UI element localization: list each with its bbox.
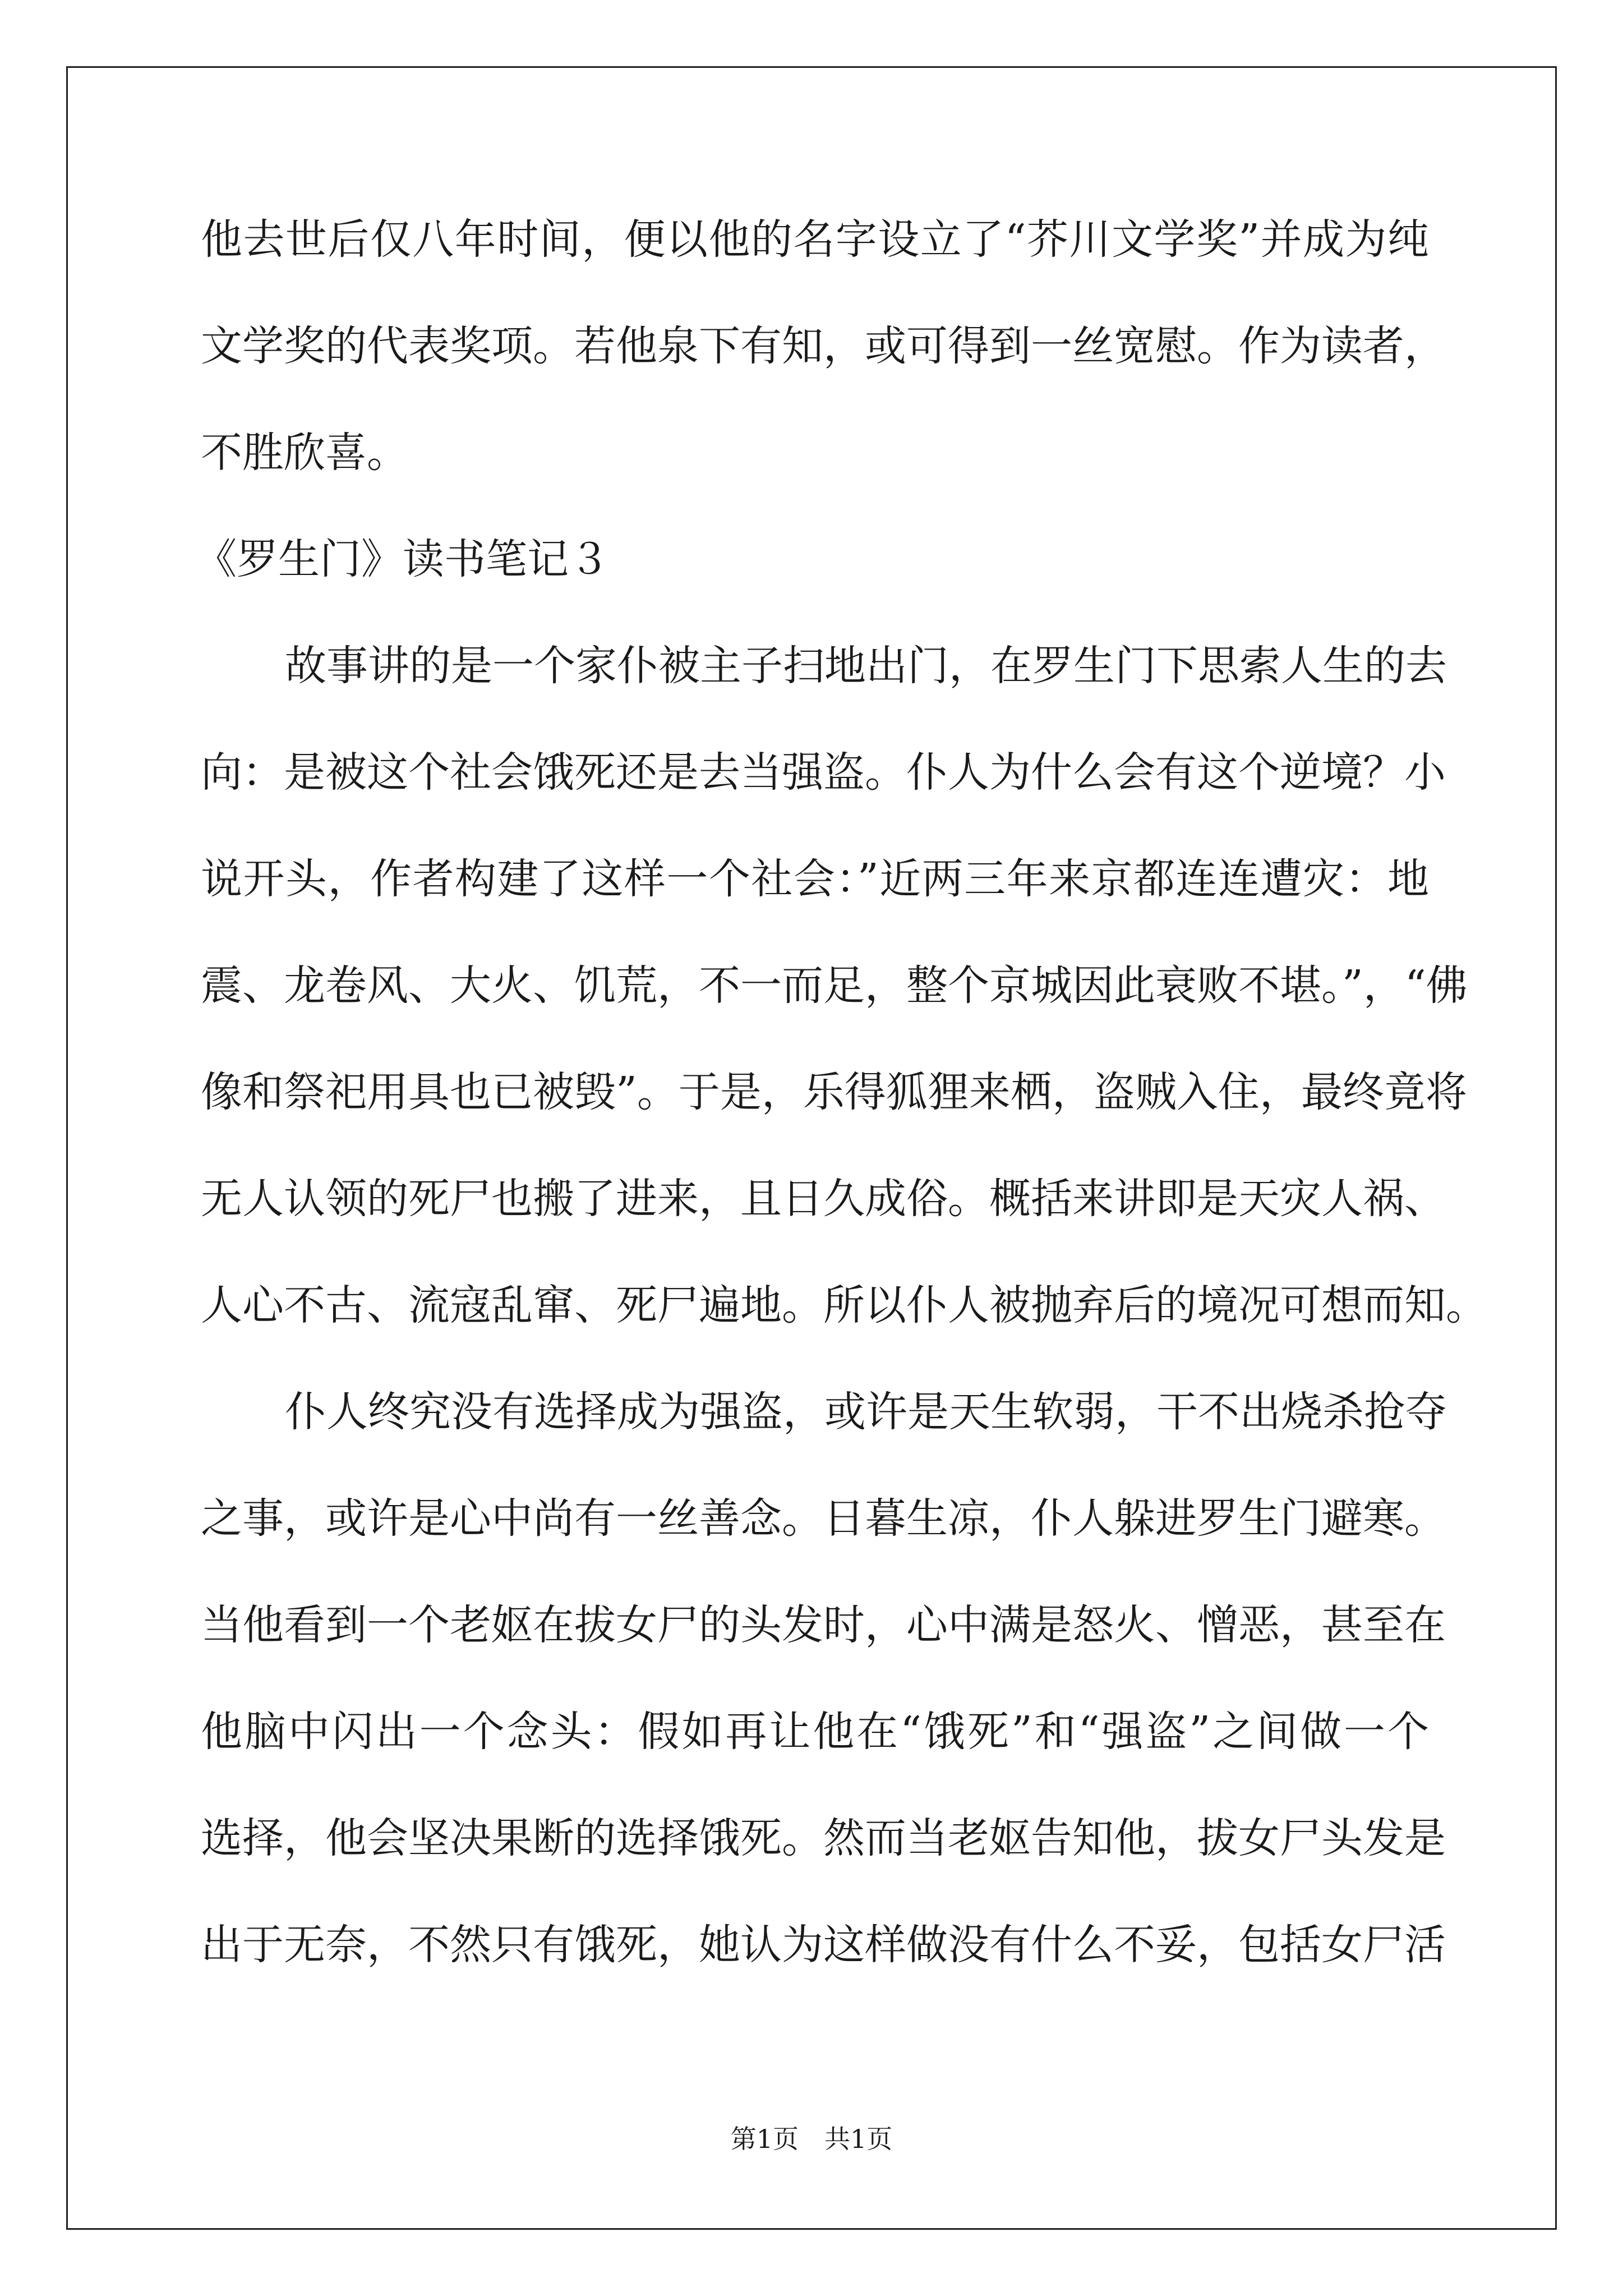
- text-line: 他去世后仅八年时间，便以他的名字设立了“芥川文学奖”并成为纯: [201, 215, 1429, 264]
- text-line: 之事，或许是心中尚有一丝善念。日暮生凉，仆人躲进罗生门避寒。: [201, 1494, 1446, 1543]
- text-line: 文学奖的代表奖项。若他泉下有知，或可得到一丝宽慰。作为读者，: [201, 322, 1446, 370]
- page-footer: 第1页 共1页: [730, 2124, 893, 2154]
- text-line: 人心不古、流寇乱窜、死尸遍地。所以仆人被抛弃后的境况可想而知。: [201, 1281, 1487, 1329]
- text-line: 向：是被这个社会饿死还是去当强盗。仆人为什么会有这个逆境？小: [201, 748, 1446, 797]
- text-line: 无人认领的死尸也搬了进来，且日久成俗。概括来讲即是天灾人祸、: [201, 1175, 1446, 1223]
- text-line: 选择，他会坚决果断的选择饿死。然而当老妪告知他，拔女尸头发是: [201, 1814, 1446, 1862]
- text-line: 他脑中闪出一个念头：假如再让他在“饿死”和“强盗”之间做一个: [201, 1708, 1429, 1756]
- paragraph-first-line: 故事讲的是一个家仆被主子扫地出门，在罗生门下思索人生的去: [285, 642, 1447, 690]
- text-line: 当他看到一个老妪在拔女尸的头发时，心中满是怒火、憎恶，甚至在: [201, 1601, 1446, 1649]
- document-body: [195, 215, 1487, 2031]
- text-line: 出于无奈，不然只有饿死，她认为这样做没有什么不妥，包括女尸活: [201, 1921, 1446, 1969]
- text-line: 像和祭祀用具也已被毁”。于是，乐得狐狸来栖，盗贼入住，最终竟将: [201, 1068, 1467, 1116]
- text-line: 震、龙卷风、大火、饥荒，不一而足，整个京城因此衰败不堪。”，“佛: [201, 961, 1468, 1010]
- text-line: 说开头，作者构建了这样一个社会：”近两三年来京都连连遭灾：地: [201, 855, 1429, 903]
- paragraph-first-line: 仆人终究没有选择成为强盗，或许是天生软弱，干不出烧杀抢夺: [285, 1388, 1447, 1436]
- section-heading: 《罗生门》读书笔记３: [195, 535, 610, 583]
- text-line: 不胜欣喜。: [201, 429, 408, 477]
